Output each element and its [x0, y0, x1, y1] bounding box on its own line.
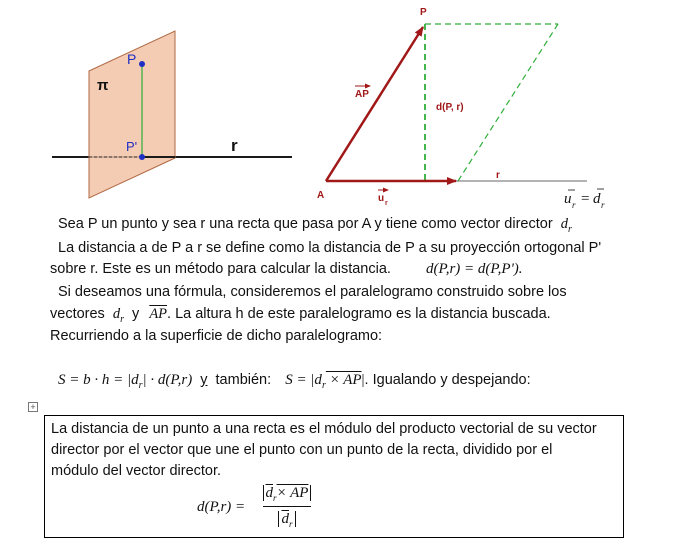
formula-lhs: d(P,r) = — [197, 499, 246, 515]
fraction-denominator: $\overline{d}_r$ — [259, 507, 315, 531]
paragraph-4: Recurriendo a la superficie de dicho paralelogramo: — [50, 328, 383, 344]
label-u-sub: r — [385, 200, 388, 207]
paragraph-2a: La distancia a de P a r se define como la distancia de P a su proyección ortogonal P' — [58, 240, 602, 256]
paragraph-1 — [58, 215, 572, 239]
fraction-numerator: $\overline{d}_r\times$ AP — [259, 482, 315, 506]
dashed-side — [458, 24, 558, 181]
point-Pproj-left — [139, 154, 145, 160]
paragraph-2b: sobre r. Este es un método para calcular la distancia. — [50, 261, 391, 277]
eq-area-part2: | · d(P,r) — [142, 372, 193, 388]
eq-u-sub: r — [572, 200, 576, 210]
label-r-left: r — [231, 136, 238, 155]
label-AP: AP — [355, 89, 369, 100]
label-u: u — [378, 193, 385, 204]
vector-d-inline: $d_r$ — [560, 216, 572, 235]
box-line-3: módulo del vector director. — [51, 463, 222, 479]
label-dPr: d(P, r) — [436, 102, 464, 113]
box-line-2: director por el vector que une el punto con un punto de la recta, dividido por el — [51, 442, 553, 458]
label-pi: π — [97, 77, 109, 94]
eq-tambien: también: — [215, 372, 272, 388]
conclusion-box — [44, 415, 624, 538]
geometry-figure — [0, 0, 675, 215]
left-figure — [52, 31, 292, 198]
eq-S2-part1: S = |d — [285, 372, 322, 388]
box-line-1: La distancia de un punto a una recta es el módulo del producto vectorial de su vector — [51, 421, 597, 437]
eq-equals: = — [581, 191, 590, 207]
fraction — [259, 482, 315, 531]
vector-AP — [326, 27, 423, 181]
paragraph-1-text: Sea P un punto y sea r una recta que pasa por A y tiene como vector director — [58, 216, 553, 232]
label-A: A — [317, 190, 325, 201]
label-P-right: P — [420, 7, 427, 18]
vec-AP-inline: $\overline{AP}$ — [149, 306, 168, 322]
equation-u-equals-d — [564, 189, 605, 210]
vec-dr-inline: $d_r$ — [112, 306, 124, 325]
final-formula — [197, 482, 327, 534]
conclusion-text — [51, 419, 597, 482]
label-Pproj-left: P' — [126, 139, 138, 154]
label-P-left: P — [127, 51, 137, 67]
paragraph-3b: vectores $d_r$ y $\overline{AP}$. La altura h de este paralelogramo es la distancia buscada. — [50, 306, 551, 325]
eq-S2-part2: × AP — [325, 372, 362, 388]
label-r-right: r — [496, 170, 500, 181]
eq-y: y — [200, 372, 208, 388]
equation-area-line: $S = b \cdot h = |d_r| \cdot d(P,r)$ y también: $S = |d_r \times AP|$. Igualando y despejando: — [58, 372, 531, 391]
eq-d-sub: r — [601, 200, 605, 210]
right-figure — [317, 7, 605, 210]
eq-u: u — [564, 191, 572, 207]
eq-area-part1: S = b · h = |d — [58, 372, 139, 388]
formula-d-equal: d(P,r) = d(P,P'). — [426, 261, 523, 277]
paragraph-3a: Si deseamos una fórmula, consideremos el paralelogramo construido sobre los — [58, 284, 567, 300]
eq-tail: . Igualando y despejando: — [364, 372, 531, 388]
eq-d: d — [593, 191, 601, 207]
move-handle-icon[interactable]: + — [28, 402, 38, 412]
point-P-left — [139, 61, 145, 67]
